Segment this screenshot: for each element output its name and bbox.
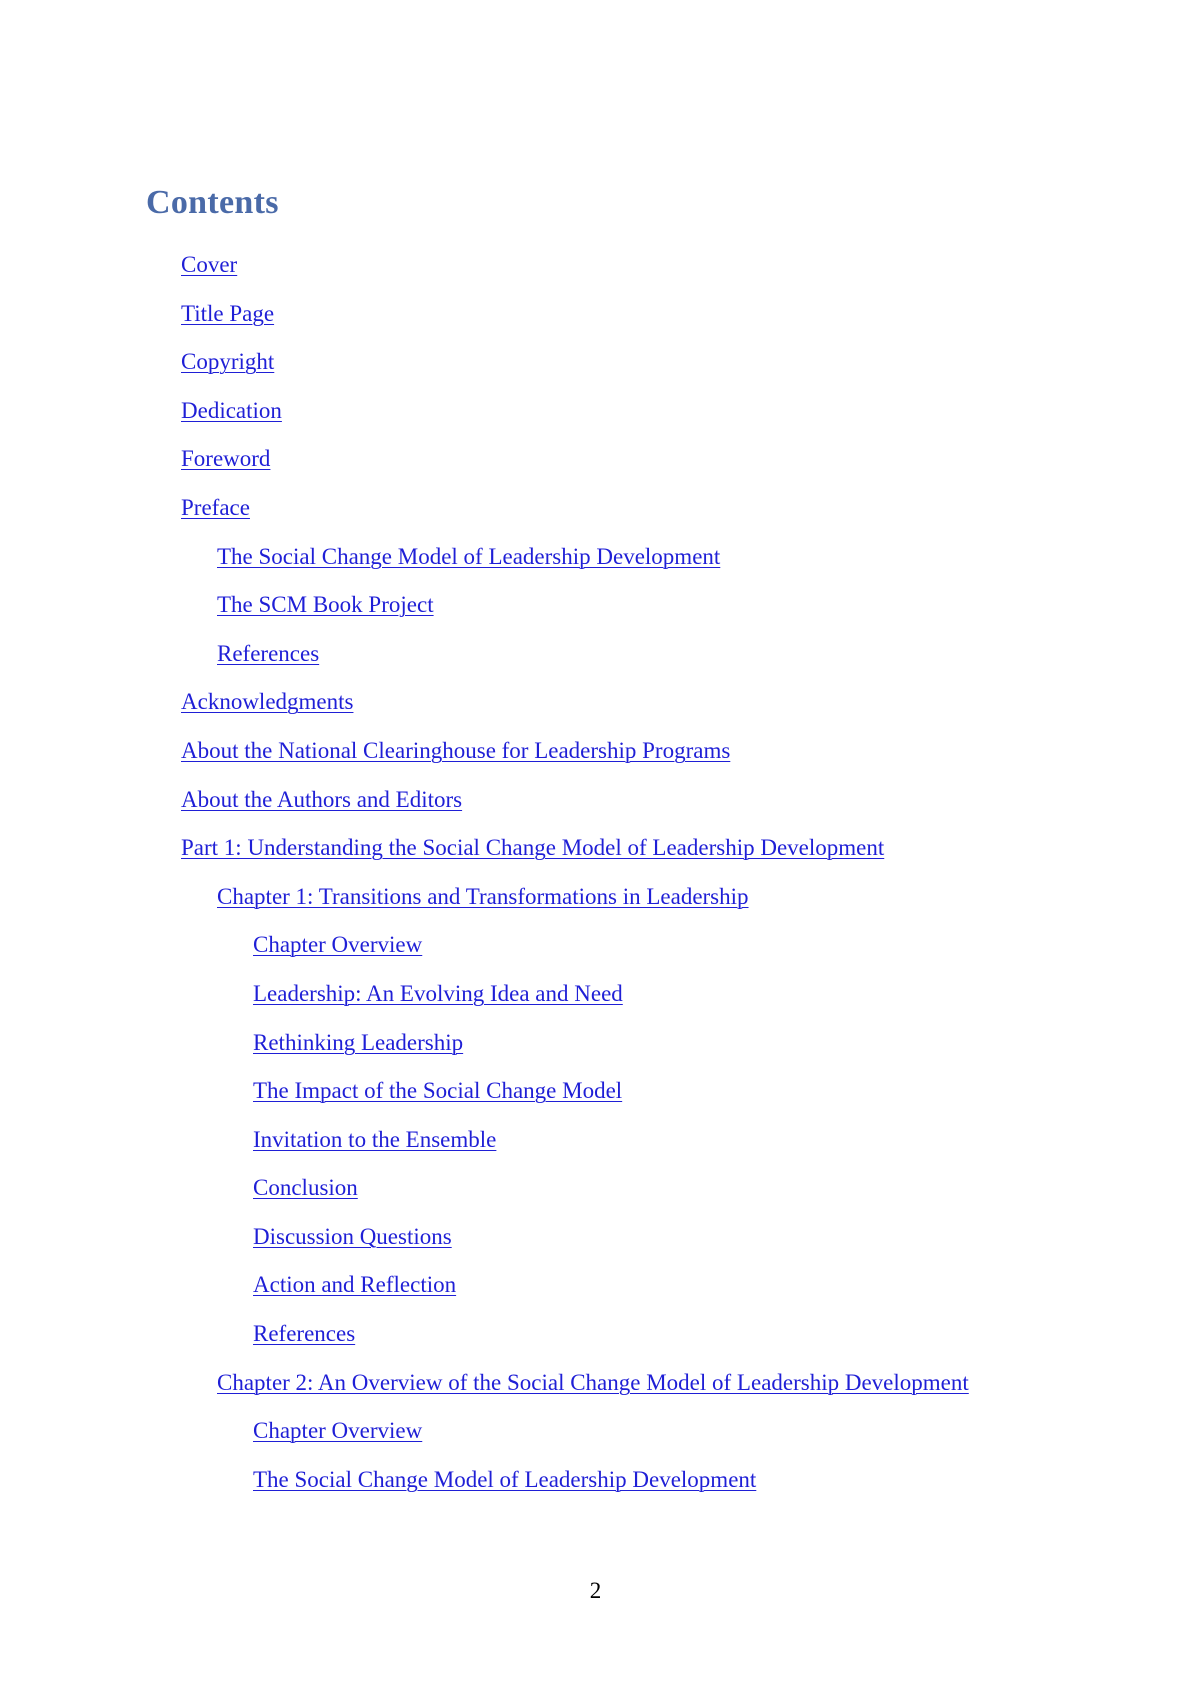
toc-item (0, 787, 1191, 836)
toc-item (0, 495, 1191, 544)
contents-heading: Contents (146, 184, 279, 221)
toc-item (0, 1418, 1191, 1467)
toc-item (0, 446, 1191, 495)
toc-item (0, 301, 1191, 350)
toc-item (0, 738, 1191, 787)
toc-item (0, 1321, 1191, 1370)
toc-item (0, 835, 1191, 884)
toc-link[interactable]: Acknowledgments (181, 689, 354, 715)
toc-item (0, 1272, 1191, 1321)
table-of-contents (0, 252, 1191, 1515)
toc-link[interactable]: Action and Reflection (253, 1272, 457, 1298)
toc-link[interactable]: Foreword (181, 446, 271, 472)
toc-link[interactable]: Preface (181, 494, 250, 520)
toc-link[interactable]: The Social Change Model of Leadership Development (253, 1466, 757, 1492)
toc-link[interactable]: References (253, 1321, 356, 1347)
toc-item (0, 689, 1191, 738)
toc-link[interactable]: Leadership: An Evolving Idea and Need (253, 980, 623, 1006)
toc-link[interactable]: About the National Clearinghouse for Leadership Programs (181, 737, 731, 763)
toc-link[interactable]: Chapter Overview (253, 932, 423, 958)
toc-item (0, 252, 1191, 301)
toc-item (0, 349, 1191, 398)
toc-item (0, 641, 1191, 690)
toc-link[interactable]: Title Page (181, 300, 275, 326)
toc-item (0, 1224, 1191, 1273)
toc-link[interactable]: The Impact of the Social Change Model (253, 1078, 623, 1104)
toc-link[interactable]: Dedication (181, 397, 282, 423)
toc-link[interactable]: Part 1: Understanding the Social Change Model of Leadership Development (181, 835, 885, 861)
toc-item (0, 884, 1191, 933)
toc-item (0, 1175, 1191, 1224)
toc-link[interactable]: Discussion Questions (253, 1223, 452, 1249)
page-number: 2 (589, 1578, 602, 1603)
toc-link[interactable]: The Social Change Model of Leadership Development (217, 543, 721, 569)
toc-link[interactable]: Invitation to the Ensemble (253, 1126, 497, 1152)
toc-link[interactable]: About the Authors and Editors (181, 786, 463, 812)
toc-link[interactable]: The SCM Book Project (217, 592, 434, 618)
toc-link[interactable]: References (217, 640, 320, 666)
toc-link[interactable]: Cover (181, 252, 238, 277)
toc-item (0, 1127, 1191, 1176)
toc-item (0, 1030, 1191, 1079)
toc-link[interactable]: Copyright (181, 349, 275, 375)
toc-link[interactable]: Chapter Overview (253, 1418, 423, 1444)
toc-link[interactable]: Conclusion (253, 1175, 358, 1201)
toc-item (0, 1078, 1191, 1127)
toc-item (0, 398, 1191, 447)
toc-item (0, 1467, 1191, 1516)
toc-link[interactable]: Chapter 2: An Overview of the Social Change Model of Leadership Development (217, 1369, 969, 1395)
toc-item (0, 981, 1191, 1030)
toc-item (0, 544, 1191, 593)
toc-item (0, 1370, 1191, 1419)
toc-item (0, 592, 1191, 641)
toc-link[interactable]: Rethinking Leadership (253, 1029, 464, 1055)
toc-item (0, 932, 1191, 981)
toc-link[interactable]: Chapter 1: Transitions and Transformations in Leadership (217, 883, 749, 909)
